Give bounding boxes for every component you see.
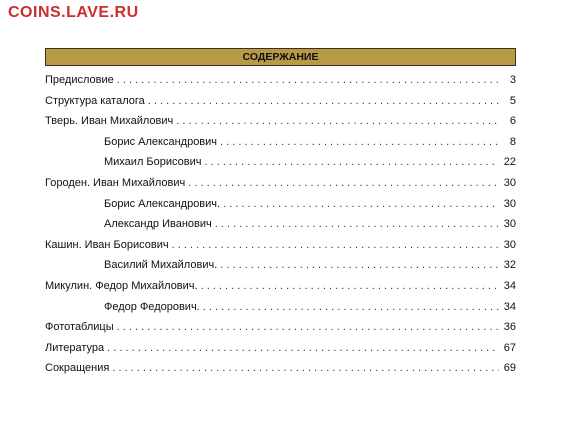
toc-dot-leader	[203, 297, 499, 318]
toc-entry-title: Тверь. Иван Михайлович	[45, 115, 174, 128]
toc-entry	[45, 91, 516, 112]
toc-entry-page: 34	[503, 279, 516, 292]
table-of-contents	[45, 48, 516, 379]
toc-entry	[45, 338, 516, 359]
toc-entry-page: 36	[503, 321, 516, 334]
toc-dot-leader	[148, 91, 499, 112]
toc-heading: СОДЕРЖАНИЕ	[45, 48, 516, 66]
toc-dot-leader	[112, 358, 499, 379]
toc-entry-title: Борис Александрович	[104, 135, 218, 148]
toc-dot-leader	[172, 235, 499, 256]
toc-dot-leader	[117, 317, 499, 338]
toc-entry-page: 32	[503, 259, 516, 272]
toc-entry	[45, 235, 516, 256]
toc-entry	[45, 255, 516, 276]
toc-entry-page: 5	[509, 94, 516, 107]
toc-entry-title: Микулин. Федор Михайлович.	[45, 279, 198, 292]
toc-entry	[45, 194, 516, 215]
toc-entry-title: Федор Федорович.	[104, 300, 200, 313]
toc-entry	[45, 358, 516, 379]
toc-entry-title: Сокращения	[45, 362, 110, 375]
toc-dot-leader	[201, 276, 499, 297]
toc-dot-leader	[223, 194, 499, 215]
toc-dot-leader	[220, 132, 499, 153]
toc-entry-title: Литература	[45, 341, 105, 354]
toc-entry	[45, 214, 516, 235]
toc-list	[45, 70, 516, 379]
site-watermark: COINS.LAVE.RU	[8, 4, 139, 21]
toc-entry	[45, 173, 516, 194]
toc-entry-page: 34	[503, 300, 516, 313]
toc-entry-title: Кашин. Иван Борисович	[45, 238, 169, 251]
toc-entry-page: 6	[509, 115, 516, 128]
toc-entry-page: 30	[503, 197, 516, 210]
toc-entry-title: Александр Иванович	[104, 218, 212, 231]
toc-entry	[45, 317, 516, 338]
toc-entry	[45, 132, 516, 153]
toc-entry-title: Городен. Иван Михайлович	[45, 176, 186, 189]
toc-entry-page: 22	[503, 156, 516, 169]
toc-entry-page: 3	[509, 74, 516, 86]
toc-entry-title: Борис Александрович.	[104, 197, 221, 210]
toc-dot-leader	[215, 214, 499, 235]
toc-dot-leader	[117, 70, 499, 91]
toc-entry	[45, 276, 516, 297]
toc-dot-leader	[204, 152, 499, 173]
toc-entry-title: Василий Михайлович.	[104, 259, 218, 272]
toc-dot-leader	[220, 255, 499, 276]
toc-entry-page: 30	[503, 176, 516, 189]
toc-entry	[45, 70, 516, 91]
toc-entry-page: 8	[509, 135, 516, 148]
toc-entry-title: Фототаблицы	[45, 321, 114, 334]
toc-entry-title: Структура каталога	[45, 94, 145, 107]
toc-entry	[45, 111, 516, 132]
toc-entry-page: 30	[503, 218, 516, 231]
toc-dot-leader	[107, 338, 499, 359]
toc-entry	[45, 152, 516, 173]
toc-entry-page: 69	[503, 362, 516, 375]
toc-entry-title: Михаил Борисович	[104, 156, 202, 169]
toc-entry	[45, 297, 516, 318]
toc-entry-page: 67	[503, 341, 516, 354]
toc-entry-title: Предисловие	[45, 74, 114, 86]
toc-entry-page: 30	[503, 238, 516, 251]
toc-dot-leader	[176, 111, 499, 132]
toc-dot-leader	[188, 173, 499, 194]
